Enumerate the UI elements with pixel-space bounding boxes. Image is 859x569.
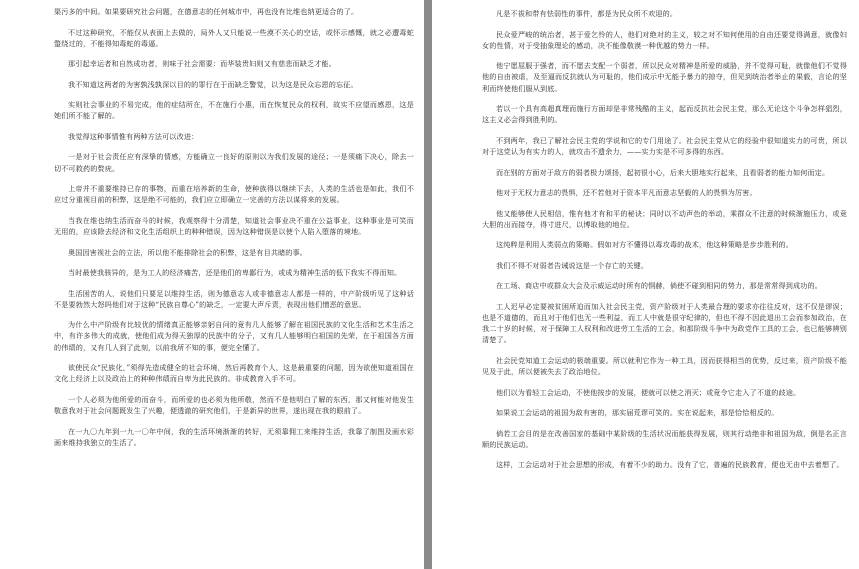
paragraph: 生活困苦的人，说他们只要足以维持生活，则为德意志人或非德意志人都是一样的，中产阶级听见了这种话不是要勃然大怒吗他们对于这种“民族自尊心”的缺乏，一定要大声斥责，表现出他们憎恶的意思。	[54, 288, 414, 309]
paragraph: 他对于无权力意志的畏惧，还不若他对于资本平凡而意志坚毅的人的畏惧为厉害。	[496, 188, 757, 198]
paragraph: 不过这种研究，不能仅从表面上去做的，局外人又只能说一些漠不关心的空话，或怀示感慨，就之必遭毒蛇螫绕过的，不能得知毒蛇的毒逼。	[54, 27, 414, 48]
paragraph: 我觉得这种事情惟有两种方法可以改进：	[68, 131, 199, 141]
paragraph: 实则社会事业的不易完成，他的症结所在，不在施行小惠，而在恢复民众的权利，故实不应望而感恩，这是她们所不能了解的。	[54, 100, 414, 121]
paragraph: 那引起幸运者和自然成功者，则味于社会需要：而华装贵妇则又有慈悲而缺乏才能。	[68, 59, 337, 69]
paragraph: 当我在维也纳生活而奋斗的时候，我观察得十分清楚，知道社会事业决不重在公益事业，这种事业是可笑而无用的，应该除去经济和文化生活组织上的种种错误，因为这种错误是以使个人陷入堕落的境地。	[54, 215, 414, 237]
left-page	[0, 0, 424, 569]
paragraph: 为什么中产阶级有比较优的情绪真正能够亲躬自问的竟有几人能够了解在祖国民族的文化生活和艺术生活之中，有许多伟大的成就，使他们成为得天独厚的民族中的分子，又有几人能够明白祖国的先荣，在于祖国各方面的伟绩的，又有几人到了此刻，以前我所不知的事，便完全懂了。	[54, 320, 414, 352]
paragraph: 若以一个具有高超真理而施行方面却是非常残酷的主义，起而反抗社会民主党，那么无论这个斗争怎样猖烈，这主义必会得到胜利的。	[482, 104, 847, 125]
right-page	[432, 0, 859, 569]
paragraph: 欲使民众“民族化，”须得先造成健全的社会环境，然后再教育个人，这是最重要的问题，因为欲使知道祖国在文化上经济上以及政治上的种种伟绩而自卑为此民族的。非成教育入手不可。	[54, 363, 414, 384]
paragraph: 在一九〇九年到一九一〇年中间，我的生活环境渐渐的转好，无须靠佣工来维持生活，我靠了制图及画水彩画来维持我独立的生活了。	[54, 426, 414, 447]
paragraph: 他又能够使人民相信，惟有他才有和平的秘诀；同时以不动声色的举动，乘群众不注意的时候渐施压力，或竟大胆的出而接夺，得寸进尺，以博取他的地位。	[482, 208, 847, 229]
paragraph: 他宁愿屈服于强者，而不愿去支配一个弱者，所以民众对精神是所爱的威胁，并不觉得可耻，就像他们不觉得他的自由被虐，及至逼而反抗就认为可耻的，他们成示中无能予暴力的掠夺，但见到统治者举止的果毅，言论的坚利而终使他们服从到底。	[482, 61, 847, 93]
paragraph: 我不知道这两者的为害孰浅孰深以目的的罪行在于而缺乏警觉，以为这是民众忘恩的忘征。	[68, 79, 358, 89]
paragraph: 工人迟早必定要被贫困所迫而加入社会民主党，资产阶级对于人类最合理的要求亦往往反对，这不仅是谬误；也是不道德的，而且对于他们也无一些利益，而工人中就是很守纪律的，但也不得不因此退出工会而参加政治，在我二十岁的时候，对于保障工人权利和改进劳工生活的工会，和那阶级斗争中为政党作工具的工会，也已能够辨别清楚了。	[482, 301, 847, 345]
paragraph: 我们不得不对弱者告诫说这是一个存亡的关键。	[496, 260, 649, 270]
paragraph: 不到两年，我已了解社会民主党的学说和它的专门用途了。社会民主党从它的经验中很知道实力的可贵，所以对于这党认为有实力的人，就攻击不遗余力，——实力实是不可多得的东西。	[482, 135, 847, 157]
paragraph: 而在别的方面对于敌方的弱者极力颂扬，起初很小心，后来大胆地实行起来，且看弱者的能力如何而定。	[496, 167, 830, 177]
paragraph: 一是对于社会责任应有深挚的情感，方能确立一良好的原则以为我们发展的途径；一是须痛下决心，除去一切不可救药的赘疣。	[54, 152, 414, 173]
paragraph: 社会民党知道工会运动的极端重要。所以就利它作为一种工具，因而获得相当的优势，反过来，资产阶级不能见及于此，所以便被失去了政治地位。	[482, 355, 847, 377]
paragraph: 凡是不祓和带有怯弱性的事件，都是为民众所不欢迎的。	[496, 9, 678, 18]
paragraph: 奥国因害视社会的立法，所以他不能排除社会的积弊，这是有目共睹的事。	[68, 247, 308, 257]
paragraph: 上帝并不重要维持已存的事物，而重在培养新的生命，使种族得以继续下去，人类的生活也是如此，我们不应过分重视目前的积弊，这是绝不可能的，我们应立即确立一完善的方法以谋将来的发展。	[54, 184, 414, 205]
paragraph: 一个人必须为他所爱的而奋斗，而所爱的也必须为他所敬，然而不是他明白了解的东西，那又何能对他发生敬意我对于社会问题既发生了兴趣，便透澈的研究他们，于是新异的世界，遂出现在我的眼前了。	[54, 394, 414, 416]
paragraph: 如果说工会运动的祖国为敌有害的，那实届荒谬可笑的。实在说起来，那是恰恰相反的。	[496, 408, 779, 418]
paragraph: 民众爱严峻的统治者，甚于爱乞怜的人，他们对绝对的主义，较之对不知何使用的自由还要觉得满意，就像妇女的性情，对于受抽象理论的感动，决不能像敬漠一种优越的势力一样。	[482, 29, 847, 50]
paragraph: 当时最使我骇异的，是为工人的经济痛苦，还是他们的卑鄙行为，或成为精神生活的低下我实不得而知。	[68, 268, 402, 278]
paragraph: 这样，工会运动对于社会思想的形成，有着不少的助力。没有了它，普遍的民族教育，便也无由中去着想了。	[496, 460, 844, 470]
paragraph: 他们以为看轻工会运动，不使他按步的发展，便就可以使之消灭；或竟令它走入了不道的歧途。	[496, 387, 801, 397]
paragraph: 倘若工会目的是在改善国家的基础中某阶级的生活状况而能获得发展，则其行动绝非和祖国为敌，倒是名正言顺的民族运动。	[482, 428, 847, 449]
page-gutter	[424, 0, 432, 569]
paragraph: 渠污多的中间。如果要研究社会问题，在德意志的任何城市中，再也没有比维也纳更适合的了。	[54, 7, 359, 16]
paragraph: 这纯粹是利用人类弱点的策略。假如对方不懂得以毒攻毒的战术，他这种策略是步步胜利的。	[496, 240, 793, 250]
paragraph: 在工场、商店中或群众大会及示威运动时所有的恫赫，倘使不碰到相同的势力，那是常常得到成功的。	[496, 281, 822, 291]
